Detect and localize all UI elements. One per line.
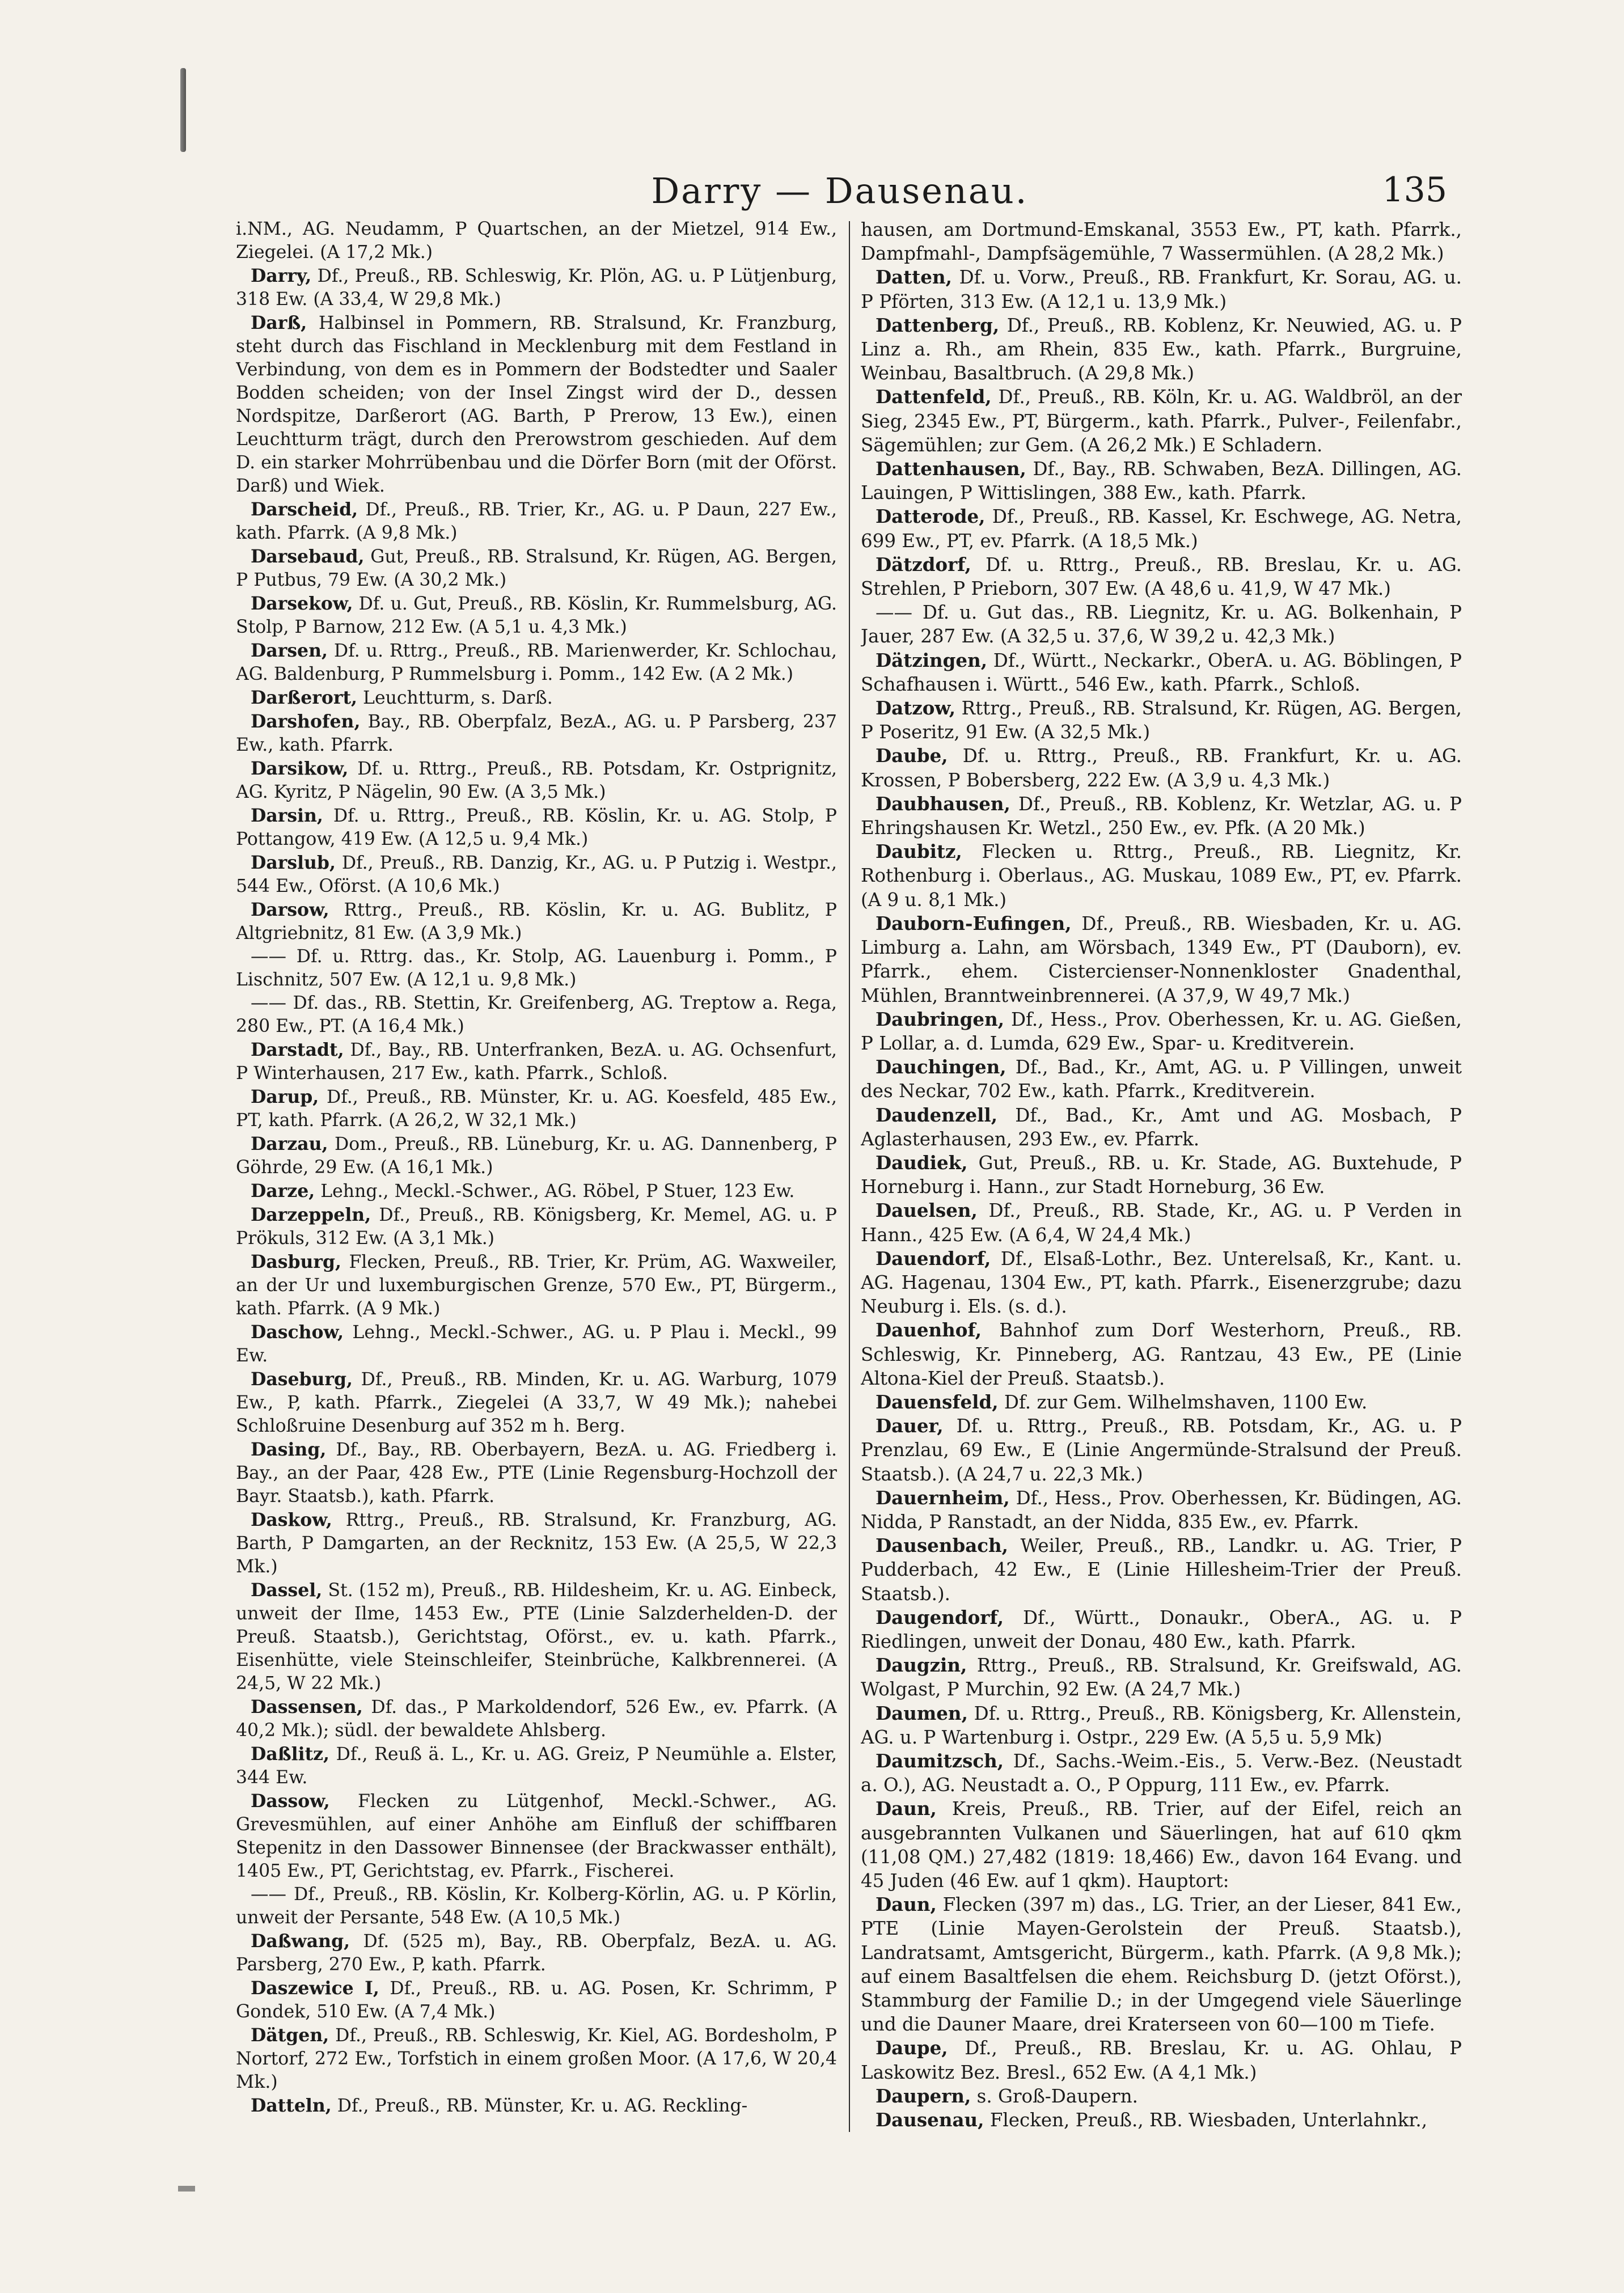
dictionary-entry	[236, 945, 837, 992]
entry-text: Df., Preuß., RB. Breslau, Kr. u. AG. Ohlau, P Laskowitz Bez. Bresl., 652 Ew. (A 4,1 Mk.)	[861, 2037, 1462, 2083]
entry-text: Df., Sachs.-Weim.-Eis., 5. Verw.-Bez. (Neustadt a. O.), AG. Neustadt a. O., P Oppurg, 111 Ew., ev. Pfarrk.	[861, 1750, 1462, 1796]
entry-text: Lehng., Meckl.-Schwer., AG. u. P Plau i. Meckl., 99 Ew.	[236, 1322, 837, 1366]
entry-text: Weiler, Preuß., RB., Landkr. u. AG. Trier, P Pudderbach, 42 Ew., E (Linie Hillesheim-Trier der Preuß. Staatsb.).	[861, 1535, 1462, 1605]
entry-headword: Dasburg,	[251, 1251, 341, 1272]
dictionary-entry	[236, 1695, 837, 1742]
dictionary-entry	[861, 1055, 1462, 1103]
dictionary-entry	[861, 1247, 1462, 1319]
dictionary-entry	[236, 1789, 837, 1883]
entry-headword: Darstadt,	[251, 1039, 344, 1060]
entry-text: Df., Preuß., RB. Trier, Kr., AG. u. P Daun, 227 Ew., kath. Pfarrk. (A 9,8 Mk.)	[236, 500, 837, 543]
dictionary-entry	[236, 1438, 837, 1508]
dictionary-entry	[861, 385, 1462, 457]
entry-headword: Daszewice I,	[251, 1978, 379, 1999]
entry-text: Gut, Preuß., RB. Stralsund, Kr. Rügen, AG. Bergen, P Putbus, 79 Ew. (A 30,2 Mk.)	[236, 547, 837, 590]
entry-headword: Dausenbach,	[876, 1534, 1008, 1557]
entry-text: Df., Preuß., RB. Münster, Kr. u. AG. Koesfeld, 485 Ew., PT, kath. Pfarrk. (A 26,2, W 32,1 Mk.)	[236, 1087, 837, 1131]
dictionary-entry	[861, 792, 1462, 840]
dictionary-entry	[861, 912, 1462, 1008]
dictionary-entry	[236, 710, 837, 757]
entry-text: Df., Preuß., RB. Köln, Kr. u. AG. Waldbröl, an der Sieg, 2345 Ew., PT, Bürgerm., kath. Pfarrk., Pulver-, Feilenfabr., Sägemühlen; zur Gem. (A 26,2 Mk.) E Schladern.	[861, 386, 1462, 456]
dictionary-entry	[236, 757, 837, 804]
entry-text: Df., Preuß., RB. Münster, Kr. u. AG. Reckling-	[331, 2096, 748, 2116]
left-column	[236, 218, 837, 2134]
dictionary-entry	[861, 553, 1462, 600]
entry-headword: Dätzingen,	[876, 649, 988, 671]
binding-mark-bottom	[178, 2186, 195, 2192]
dictionary-entry	[236, 804, 837, 851]
entry-headword: Daubhausen,	[876, 792, 1010, 815]
dictionary-entry	[236, 1508, 837, 1579]
entry-headword: Datten,	[876, 266, 952, 289]
entry-headword: Dauelsen,	[876, 1199, 978, 1222]
entry-headword: Dattenhausen,	[876, 458, 1026, 480]
entry-headword: Daudiek,	[876, 1151, 968, 1174]
dictionary-entry	[236, 592, 837, 639]
entry-headword: Daseburg,	[251, 1369, 353, 1390]
entry-headword: Dätgen,	[251, 2025, 329, 2046]
entry-text: Df., Preuß., RB. Wiesbaden, Kr. u. AG. Limburg a. Lahn, am Wörsbach, 1349 Ew., PT (Dauborn), ev. Pfarrk., ehem. Cistercienser-Nonnenkloster Gnadenthal, Mühlen, Branntweinbrennerei. (A 37,9, W 49,7 Mk.)	[861, 912, 1462, 1006]
entry-text: Df. u. Gut, Preuß., RB. Köslin, Kr. Rummelsburg, AG. Stolp, P Barnow, 212 Ew. (A 5,1 u. 4,3 Mk.)	[236, 594, 837, 637]
entry-headword: Darsebaud,	[251, 546, 365, 567]
dictionary-entry	[861, 600, 1462, 648]
entry-text: Df., Württ., Donaukr., OberA., AG. u. P Riedlingen, unweit der Donau, 480 Ew., kath. Pfarrk.	[861, 1606, 1462, 1652]
dictionary-entry	[236, 898, 837, 945]
dictionary-entry	[861, 1199, 1462, 1246]
entry-text: Df., Bad., Kr., Amt und AG. Mosbach, P Aglasterhausen, 293 Ew., ev. Pfarrk.	[861, 1104, 1462, 1150]
dictionary-entry	[236, 1179, 837, 1203]
entry-text: Rttrg., Preuß., RB. Stralsund, Kr. Greifswald, AG. Wolgast, P Murchin, 92 Ew. (A 24,7 Mk.)	[861, 1655, 1462, 1700]
dictionary-entry	[236, 1132, 837, 1179]
entry-headword: Darsow,	[251, 899, 329, 920]
entry-headword: Dassel,	[251, 1580, 323, 1601]
entry-text: Halbinsel in Pommern, RB. Stralsund, Kr. Franzburg, steht durch das Fischland in Mecklenburg mit dem Festland in Verbindung, von dem es in Pommern der Bodstedter und Saaler Bodden scheiden; von der Insel Zingst wird der D., dessen Nordspitze, Darßerort (AG. Barth, P Prerow, 13 Ew.), einen Leuchtturm trägt, durch den Prerowstrom geschieden. Auf dem D. ein starker Mohrrübenbau und die Dörfer Born (mit der Oförst. Darß) und Wiek.	[236, 313, 837, 496]
entry-headword: Dattenberg,	[876, 314, 1000, 336]
entry-headword: Daumitzsch,	[876, 1750, 1004, 1772]
entry-headword: Darß,	[251, 312, 307, 333]
entry-text: i.NM., AG. Neudamm, P Quartschen, an der Mietzel, 914 Ew., Ziegelei. (A 17,2 Mk.)	[236, 219, 837, 263]
dictionary-entry	[236, 1038, 837, 1085]
entry-headword: Darshofen,	[251, 711, 361, 732]
dictionary-entry	[861, 1103, 1462, 1151]
dictionary-entry	[236, 1930, 837, 1977]
page-header	[232, 170, 1447, 215]
entry-headword: Dauborn-Eufingen,	[876, 912, 1072, 934]
dictionary-entry	[861, 1151, 1462, 1199]
entry-text: Df., Preuß., RB. Danzig, Kr., AG. u. P Putzig i. Westpr., 544 Ew., Oförst. (A 10,6 Mk.)	[236, 853, 837, 896]
entry-text: Df. u. Rttrg., Preuß., RB. Köslin, Kr. u. AG. Stolp, P Pottangow, 419 Ew. (A 12,5 u. 9,4 Mk.)	[236, 806, 837, 849]
entry-text: Flecken, Preuß., RB. Trier, Kr. Prüm, AG. Waxweiler, an der Ur und luxemburgischen Grenze, 570 Ew., PT, Bürgerm., kath. Pfarrk. (A 9 Mk.)	[236, 1252, 837, 1319]
dictionary-entry	[861, 2036, 1462, 2084]
dictionary-entry	[236, 639, 837, 686]
entry-text: Df., Württ., Neckarkr., OberA. u. AG. Böblingen, P Schafhausen i. Württ., 546 Ew., kath. Pfarrk., Schloß.	[861, 649, 1462, 695]
entry-text: Df., Hess., Prov. Oberhessen, Kr. u. AG. Gießen, P Lollar, a. d. Lumda, 629 Ew., Spar- u. Kreditverein.	[861, 1008, 1462, 1054]
entry-text: Df., Preuß., RB. Koblenz, Kr. Wetzlar, AG. u. P Ehringshausen Kr. Wetzl., 250 Ew., ev. Pfk. (A 20 Mk.)	[861, 793, 1462, 839]
entry-text: Flecken zu Lütgenhof, Meckl.-Schwer., AG. Grevesmühlen, auf einer Anhöhe am Einfluß der schiffbaren Stepenitz in den Dassower Binnensee (der Brackwasser enthält), 1405 Ew., PT, Gerichtstag, ev. Pfarrk., Fischerei.	[236, 1791, 837, 1881]
entry-text: Df. u. Rttrg., Preuß., RB. Frankfurt, Kr. u. AG. Krossen, P Bobersberg, 222 Ew. (A 3,9 u. 4,3 Mk.)	[861, 745, 1462, 791]
entry-headword: Darßerort,	[251, 687, 358, 708]
dictionary-entry	[236, 851, 837, 898]
dictionary-entry	[236, 686, 837, 710]
entry-text: Lehng., Meckl.-Schwer., AG. Röbel, P Stuer, 123 Ew.	[315, 1181, 795, 1202]
entry-text: Flecken, Preuß., RB. Wiesbaden, Unterlahnkr.,	[984, 2109, 1428, 2131]
entry-headword: Dattenfeld,	[876, 386, 992, 408]
dictionary-entry	[861, 457, 1462, 505]
entry-text: Bahnhof zum Dorf Westerhorn, Preuß., RB. Schleswig, Kr. Pinneberg, AG. Rantzau, 43 Ew., PE (Linie Altona-Kiel der Preuß. Staatsb.).	[861, 1319, 1462, 1389]
entry-text: Rttrg., Preuß., RB. Köslin, Kr. u. AG. Bublitz, P Altgriebnitz, 81 Ew. (A 3,9 Mk.)	[236, 900, 837, 944]
dictionary-entry	[861, 1702, 1462, 1749]
dictionary-entry	[236, 2024, 837, 2094]
entry-headword: Dauendorf,	[876, 1247, 991, 1270]
dictionary-entry	[861, 218, 1462, 265]
dictionary-entry	[861, 1414, 1462, 1486]
entry-text: Df. zur Gem. Wilhelmshaven, 1100 Ew.	[998, 1391, 1368, 1413]
entry-text: Dom., Preuß., RB. Lüneburg, Kr. u. AG. Dannenberg, P Göhrde, 29 Ew. (A 16,1 Mk.)	[236, 1134, 837, 1178]
dictionary-entry	[861, 505, 1462, 552]
dictionary-entry	[236, 1203, 837, 1250]
entry-headword: Daun,	[876, 1797, 937, 1820]
entry-text: Df., Bay., RB. Oberbayern, BezA. u. AG. Friedberg i. Bay., an der Paar, 428 Ew., PTE (Linie Regensburg-Hochzoll der Bayr. Staatsb.), kath. Pfarrk.	[236, 1440, 837, 1507]
entry-headword: Daschow,	[251, 1322, 344, 1343]
dictionary-entry	[861, 840, 1462, 912]
dictionary-entry	[236, 992, 837, 1038]
entry-text: Rttrg., Preuß., RB. Stralsund, Kr. Rügen, AG. Bergen, P Poseritz, 91 Ew. (A 32,5 Mk.)	[861, 697, 1462, 743]
entry-text: Df., Reuß ä. L., Kr. u. AG. Greiz, P Neumühle a. Elster, 344 Ew.	[236, 1744, 837, 1788]
entry-text: Df., Preuß., RB. u. AG. Posen, Kr. Schrimm, P Gondek, 510 Ew. (A 7,4 Mk.)	[236, 1978, 837, 2022]
entry-headword: Dätzdorf,	[876, 553, 971, 576]
dictionary-entry	[861, 696, 1462, 744]
entry-text: Df., Preuß., RB. Koblenz, Kr. Neuwied, AG. u. P Linz a. Rh., am Rhein, 835 Ew., kath. Pfarrk., Burgruine, Weinbau, Basaltbruch. (A 29,8 Mk.)	[861, 314, 1462, 384]
entry-text: Df. u. Vorw., Preuß., RB. Frankfurt, Kr. Sorau, AG. u. P Pförten, 313 Ew. (A 12,1 u. 13,9 Mk.)	[861, 266, 1462, 312]
entry-headword: Dassow,	[251, 1791, 330, 1812]
dictionary-entry	[861, 1534, 1462, 1606]
column-divider	[849, 221, 850, 2132]
dictionary-entry	[236, 1579, 837, 1695]
entry-text: Df. (525 m), Bay., RB. Oberpfalz, BezA. u. AG. Parsberg, 270 Ew., P, kath. Pfarrk.	[236, 1931, 837, 1975]
entry-headword: Darze,	[251, 1181, 315, 1202]
entry-headword: Daupern,	[876, 2084, 971, 2107]
entry-text: Df., Hess., Prov. Oberhessen, Kr. Büdingen, AG. Nidda, P Ranstadt, an der Nidda, 835 Ew., ev. Pfarrk.	[861, 1487, 1462, 1533]
entry-headword: Daube,	[876, 744, 948, 767]
page-number: 135	[1382, 170, 1447, 210]
entry-headword: Darsikow,	[251, 758, 349, 779]
dictionary-entry	[861, 1606, 1462, 1653]
entry-headword: Dauernheim,	[876, 1486, 1010, 1509]
entry-text: Df., Bay., RB. Schwaben, BezA. Dillingen, AG. Lauingen, P Wittislingen, 388 Ew., kath. Pfarrk.	[861, 458, 1462, 504]
dictionary-entry	[861, 1749, 1462, 1797]
entry-headword: Dasing,	[251, 1439, 327, 1460]
entry-text: Df., Bay., RB. Unterfranken, BezA. u. AG. Ochsenfurt, P Winterhausen, 217 Ew., kath. Pfarrk., Schloß.	[236, 1040, 837, 1084]
entry-text: Df., Preuß., RB. Kassel, Kr. Eschwege, AG. Netra, 699 Ew., PT, ev. Pfarrk. (A 18,5 Mk.)	[861, 506, 1462, 552]
entry-text: Flecken u. Rttrg., Preuß., RB. Liegnitz, Kr. Rothenburg i. Oberlaus., AG. Muskau, 1089 Ew., PT, ev. Pfarrk. (A 9 u. 8,1 Mk.)	[861, 841, 1462, 911]
entry-text: Df., Preuß., RB. Minden, Kr. u. AG. Warburg, 1079 Ew., P, kath. Pfarrk., Ziegelei (A 33,7, W 49 Mk.); nahebei Schloßruine Desenburg auf 352 m h. Berg.	[236, 1369, 837, 1436]
entry-text: s. Groß-Daupern.	[971, 2085, 1138, 2107]
dictionary-entry	[861, 1318, 1462, 1390]
entry-text: Df. u. Rttrg., Preuß., RB. Marienwerder, Kr. Schlochau, AG. Baldenburg, P Rummelsburg i. Pomm., 142 Ew. (A 2 Mk.)	[236, 641, 837, 684]
dictionary-entry	[861, 649, 1462, 696]
entry-text: Bay., RB. Oberpfalz, BezA., AG. u. P Parsberg, 237 Ew., kath. Pfarrk.	[236, 712, 837, 755]
entry-headword: Datzow,	[876, 697, 956, 720]
entry-text: Rttrg., Preuß., RB. Stralsund, Kr. Franzburg, AG. Barth, P Damgarten, an der Recknitz, 153 Ew. (A 25,5, W 22,3 Mk.)	[236, 1510, 837, 1577]
dictionary-entry	[861, 744, 1462, 792]
entry-headword: Daßwang,	[251, 1931, 350, 1952]
dictionary-entry	[236, 264, 837, 311]
entry-text: —— Df. u. Rttrg. das., Kr. Stolp, AG. Lauenburg i. Pomm., P Lischnitz, 507 Ew. (A 12,1 u. 9,8 Mk.)	[236, 946, 837, 990]
entry-headword: Daudenzell,	[876, 1103, 998, 1126]
entry-headword: Daumen,	[876, 1702, 968, 1724]
dictionary-entry	[236, 1085, 837, 1132]
dictionary-entry	[236, 218, 837, 264]
dictionary-entry	[861, 1893, 1462, 2036]
entry-headword: Darslub,	[251, 852, 336, 873]
entry-text: Df. u. Rttrg., Preuß., RB. Breslau, Kr. u. AG. Strehlen, P Prieborn, 307 Ew. (A 48,6 u. 41,9, W 47 Mk.)	[861, 553, 1462, 600]
entry-headword: Daugzin,	[876, 1654, 967, 1677]
entry-headword: Darsin,	[251, 805, 323, 826]
entry-headword: Daubitz,	[876, 840, 962, 863]
entry-headword: Dauchingen,	[876, 1056, 1006, 1078]
entry-text: —— Df. das., RB. Stettin, Kr. Greifenberg, AG. Treptow a. Rega, 280 Ew., PT. (A 16,4 Mk.)	[236, 993, 837, 1036]
entry-text: Df., Elsaß-Lothr., Bez. Unterelsaß, Kr., Kant. u. AG. Hagenau, 1304 Ew., PT, kath. Pfarrk., Eisenerzgrube; dazu Neuburg i. Els. (s. d.).	[861, 1247, 1462, 1318]
entry-text: —— Df., Preuß., RB. Köslin, Kr. Kolberg-Körlin, AG. u. P Körlin, unweit der Persante, 548 Ew. (A 10,5 Mk.)	[236, 1884, 837, 1928]
dictionary-entry	[861, 1390, 1462, 1414]
entry-text: Flecken (397 m) das., LG. Trier, an der Lieser, 841 Ew., PTE (Linie Mayen-Gerolstein der Preuß. Staatsb.), Landratsamt, Amtsgericht, Bürgerm., kath. Pfarrk. (A 9,8 Mk.); auf einem Basaltfelsen die ehem. Reichsburg D. (jetzt Oförst.), Stammburg der Familie D.; in der Umgegend viele Säuerlinge und die Dauner Maare, drei Kraterseen von 60—100 m Tiefe.	[861, 1894, 1462, 2036]
dictionary-entry	[236, 1368, 837, 1438]
entry-text: Df., Preuß., RB. Schleswig, Kr. Kiel, AG. Bordesholm, P Nortorf, 272 Ew., Torfstich in einem großen Moor. (A 17,6, W 20,4 Mk.)	[236, 2025, 837, 2092]
entry-text: Df. das., P Markoldendorf, 526 Ew., ev. Pfarrk. (A 40,2 Mk.); südl. der bewaldete Ahlsberg.	[236, 1697, 837, 1741]
entry-headword: Darzau,	[251, 1133, 328, 1154]
entry-headword: Darry,	[251, 265, 312, 286]
entry-headword: Darzeppeln,	[251, 1204, 371, 1225]
entry-headword: Daskow,	[251, 1509, 332, 1530]
right-column	[861, 218, 1462, 2134]
entry-headword: Datteln,	[251, 2095, 332, 2116]
dictionary-entry	[861, 1486, 1462, 1534]
entry-headword: Darsekow,	[251, 593, 353, 614]
dictionary-entry	[236, 1250, 837, 1321]
entry-headword: Dauer,	[876, 1415, 944, 1437]
entry-text: hausen, am Dortmund-Emskanal, 3553 Ew., PT, kath. Pfarrk., Dampfmahl-, Dampfsägemühle, 7 Wassermühlen. (A 28,2 Mk.)	[861, 219, 1462, 265]
binding-mark	[180, 68, 186, 152]
entry-text: Df., Bad., Kr., Amt, AG. u. P Villingen, unweit des Neckar, 702 Ew., kath. Pfarrk., Kreditverein.	[861, 1056, 1462, 1102]
entry-text: —— Df. u. Gut das., RB. Liegnitz, Kr. u. AG. Bolkenhain, P Jauer, 287 Ew. (A 32,5 u. 37,6, W 39,2 u. 42,3 Mk.)	[861, 602, 1462, 648]
dictionary-entry	[236, 1321, 837, 1368]
dictionary-entry	[236, 2094, 837, 2118]
dictionary-entry	[236, 498, 837, 545]
entry-text: Df. u. Rttrg., Preuß., RB. Potsdam, Kr. Ostprignitz, AG. Kyritz, P Nägelin, 90 Ew. (A 3,5 Mk.)	[236, 759, 837, 802]
entry-headword: Dassensen,	[251, 1697, 363, 1717]
entry-text: Df., Preuß., RB. Stade, Kr., AG. u. P Verden in Hann., 425 Ew. (A 6,4, W 24,4 Mk.)	[861, 1200, 1462, 1246]
entry-headword: Datterode,	[876, 505, 986, 528]
entry-text: Df. u. Rttrg., Preuß., RB. Königsberg, Kr. Allenstein, AG. u. P Wartenburg i. Ostpr., 229 Ew. (A 5,5 u. 5,9 Mk)	[861, 1702, 1462, 1748]
dictionary-entry	[861, 2108, 1462, 2132]
dictionary-entry	[861, 2084, 1462, 2108]
dictionary-entry	[861, 265, 1462, 313]
dictionary-entry	[236, 1883, 837, 1930]
entry-headword: Dauensfeld,	[876, 1390, 999, 1413]
entry-headword: Daubringen,	[876, 1008, 1005, 1030]
entry-text: Kreis, Preuß., RB. Trier, auf der Eifel, reich an ausgebrannten Vulkanen und Säuerlingen, hat auf 610 qkm (11,08 QM.) 27,482 (1819: 18,466) Ew., davon 164 Evang. und 45 Juden (46 Ew. auf 1 qkm). Hauptort:	[861, 1798, 1462, 1892]
entry-text: Gut, Preuß., RB. u. Kr. Stade, AG. Buxtehude, P Horneburg i. Hann., zur Stadt Horneburg, 36 Ew.	[861, 1152, 1462, 1198]
entry-headword: Dauenhof,	[876, 1319, 982, 1342]
entry-headword: Daupe,	[876, 2037, 948, 2059]
entry-headword: Darscheid,	[251, 499, 358, 520]
page-title: Darry — Dausenau.	[651, 170, 1029, 211]
dictionary-entry	[236, 545, 837, 592]
entry-text: Leuchtturm, s. Darß.	[357, 688, 553, 708]
dictionary-entry	[861, 1797, 1462, 1893]
dictionary-entry	[236, 1977, 837, 2024]
dictionary-entry	[236, 311, 837, 498]
entry-headword: Darup,	[251, 1086, 319, 1107]
dictionary-entry	[861, 1008, 1462, 1055]
entry-headword: Daugendorf,	[876, 1606, 1004, 1628]
dictionary-entry	[861, 314, 1462, 386]
dictionary-entry	[236, 1742, 837, 1789]
dictionary-entry	[861, 1653, 1462, 1701]
entry-text: St. (152 m), Preuß., RB. Hildesheim, Kr. u. AG. Einbeck, unweit der Ilme, 1453 Ew., PTE (Linie Salzderhelden-D. der Preuß. Staatsb.), Gerichtstag, Oförst., ev. u. kath. Pfarrk., Eisenhütte, viele Steinschleifer, Steinbrüche, Kalkbrennerei. (A 24,5, W 22 Mk.)	[236, 1580, 837, 1694]
entry-text: Df., Preuß., RB. Königsberg, Kr. Memel, AG. u. P Prökuls, 312 Ew. (A 3,1 Mk.)	[236, 1205, 837, 1249]
entry-headword: Daun,	[876, 1893, 937, 1916]
entry-text: Df., Preuß., RB. Schleswig, Kr. Plön, AG. u. P Lütjenburg, 318 Ew. (A 33,4, W 29,8 Mk.)	[236, 266, 837, 310]
entry-headword: Dausenau,	[876, 2109, 984, 2131]
entry-text: Df. u. Rttrg., Preuß., RB. Potsdam, Kr., AG. u. P Prenzlau, 69 Ew., E (Linie Angermünde-Stralsund der Preuß. Staatsb.). (A 24,7 u. 22,3 Mk.)	[861, 1415, 1462, 1485]
entry-headword: Darsen,	[251, 640, 328, 661]
entry-headword: Daßlitz,	[251, 1744, 329, 1765]
